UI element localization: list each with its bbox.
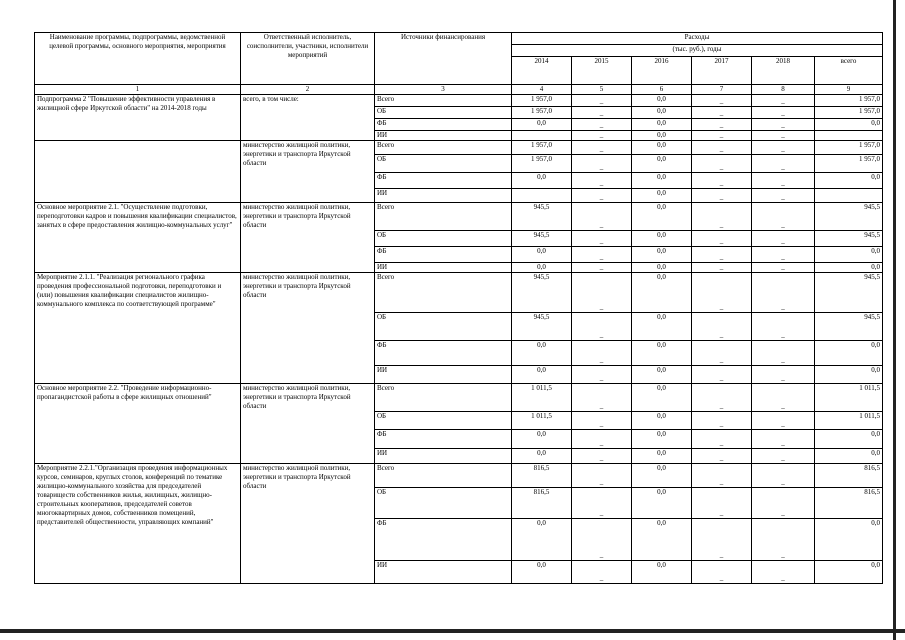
value-total-cell: 945,5 xyxy=(815,273,883,313)
header-year: 2015 xyxy=(572,57,632,85)
value-2016-cell: 0,0 xyxy=(632,263,692,273)
header-name: Наименование программы, подпрограммы, ведомственной целевой программы, основного мероприятия, мероприятия xyxy=(35,33,241,85)
value-2017-cell xyxy=(692,464,752,488)
dash-mark: _ xyxy=(781,509,785,517)
dash-mark: _ xyxy=(781,454,785,462)
value-2015-cell xyxy=(572,366,632,384)
value-total-cell: 816,5 xyxy=(815,488,883,519)
value-2015-cell xyxy=(572,119,632,131)
dash-mark: _ xyxy=(719,551,724,559)
source-cell: ИИ xyxy=(375,449,512,464)
dash-mark: _ xyxy=(719,131,724,139)
dash-mark: _ xyxy=(719,193,724,201)
value-2014-cell: 0,0 xyxy=(512,341,572,366)
dash-mark: _ xyxy=(599,109,604,117)
dash-mark: _ xyxy=(599,237,604,245)
header-executor: Ответственный исполнитель, соисполнители, участники, исполнители мероприятий xyxy=(241,33,375,85)
table-row xyxy=(35,95,883,107)
value-2015-cell xyxy=(572,173,632,189)
header-year: 2014 xyxy=(512,57,572,85)
value-2014-cell: 1 957,0 xyxy=(512,155,572,173)
value-2014-cell: 0,0 xyxy=(512,449,572,464)
header-year: 2017 xyxy=(692,57,752,85)
dash-mark: _ xyxy=(599,478,604,486)
source-cell: ОБ xyxy=(375,155,512,173)
value-2016-cell: 0,0 xyxy=(632,173,692,189)
dash-mark: _ xyxy=(719,374,724,382)
value-2018-cell xyxy=(752,107,815,119)
dash-mark: _ xyxy=(599,402,604,410)
value-2017-cell xyxy=(692,384,752,412)
value-2016-cell: 0,0 xyxy=(632,561,692,584)
value-2018-cell xyxy=(752,430,815,449)
value-2017-cell xyxy=(692,189,752,203)
value-2014-cell: 1 957,0 xyxy=(512,95,572,107)
value-total-cell: 1 957,0 xyxy=(815,155,883,173)
value-2015-cell xyxy=(572,464,632,488)
column-number: 3 xyxy=(375,85,512,95)
program-name-cell: Основное мероприятие 2.2. "Проведение информационно-пропагандистской работы в сфере жилищных отношений" xyxy=(35,384,241,464)
source-cell: ИИ xyxy=(375,131,512,141)
dash-mark: _ xyxy=(599,193,604,201)
dash-mark: _ xyxy=(781,303,785,311)
dash-mark: _ xyxy=(781,131,785,139)
value-2016-cell: 0,0 xyxy=(632,131,692,141)
value-2018-cell xyxy=(752,273,815,313)
dash-mark: _ xyxy=(719,145,724,153)
dash-mark: _ xyxy=(719,303,724,311)
value-2014-cell: 0,0 xyxy=(512,247,572,263)
dash-mark: _ xyxy=(719,253,724,261)
table-row xyxy=(35,464,883,488)
dash-mark: _ xyxy=(719,574,724,582)
table-body xyxy=(35,95,883,584)
source-cell: ОБ xyxy=(375,313,512,341)
source-cell: ФБ xyxy=(375,341,512,366)
value-2014-cell xyxy=(512,131,572,141)
value-2015-cell xyxy=(572,189,632,203)
value-2014-cell: 1 011,5 xyxy=(512,412,572,430)
value-2018-cell xyxy=(752,119,815,131)
value-2018-cell xyxy=(752,95,815,107)
header-year-total: всего xyxy=(815,57,883,85)
value-2016-cell: 0,0 xyxy=(632,155,692,173)
value-2015-cell xyxy=(572,203,632,231)
value-2016-cell: 0,0 xyxy=(632,203,692,231)
dash-mark: _ xyxy=(781,179,785,187)
dash-mark: _ xyxy=(599,163,604,171)
source-cell: Всего xyxy=(375,141,512,155)
header-year: 2016 xyxy=(632,57,692,85)
dash-mark: _ xyxy=(781,478,785,486)
table-row xyxy=(35,273,883,313)
dash-mark: _ xyxy=(599,356,604,364)
dash-mark: _ xyxy=(599,97,604,105)
dash-mark: _ xyxy=(599,439,604,447)
value-2014-cell: 0,0 xyxy=(512,119,572,131)
value-2014-cell: 1 957,0 xyxy=(512,107,572,119)
value-2017-cell xyxy=(692,412,752,430)
dash-mark: _ xyxy=(781,356,785,364)
value-2016-cell: 0,0 xyxy=(632,488,692,519)
value-2014-cell xyxy=(512,189,572,203)
value-2017-cell xyxy=(692,141,752,155)
dash-mark: _ xyxy=(781,551,785,559)
dash-mark: _ xyxy=(719,97,724,105)
value-2017-cell xyxy=(692,155,752,173)
executor-cell: министерство жилищной политики, энергетики и транспорта Иркутской области xyxy=(241,203,375,273)
value-total-cell: 0,0 xyxy=(815,449,883,464)
value-total-cell: 1 957,0 xyxy=(815,107,883,119)
source-cell: ОБ xyxy=(375,107,512,119)
dash-mark: _ xyxy=(781,439,785,447)
value-2018-cell xyxy=(752,203,815,231)
page-edge-right xyxy=(893,0,896,640)
dash-mark: _ xyxy=(719,179,724,187)
dash-mark: _ xyxy=(781,109,785,117)
value-total-cell: 945,5 xyxy=(815,313,883,341)
value-2015-cell xyxy=(572,141,632,155)
value-2017-cell xyxy=(692,173,752,189)
value-2015-cell xyxy=(572,561,632,584)
source-cell: Всего xyxy=(375,273,512,313)
value-2017-cell xyxy=(692,341,752,366)
executor-cell: министерство жилищной политики, энергетики и транспорта Иркутской области xyxy=(241,384,375,464)
value-2018-cell xyxy=(752,231,815,247)
dash-mark: _ xyxy=(599,121,604,129)
executor-cell: министерство жилищной политики, энергетики и транспорта Иркутской области xyxy=(241,464,375,584)
dash-mark: _ xyxy=(719,454,724,462)
value-2017-cell xyxy=(692,203,752,231)
source-cell: ИИ xyxy=(375,263,512,273)
value-total-cell: 0,0 xyxy=(815,430,883,449)
value-2014-cell: 1 957,0 xyxy=(512,141,572,155)
value-2015-cell xyxy=(572,341,632,366)
dash-mark: _ xyxy=(719,237,724,245)
dash-mark: _ xyxy=(781,163,785,171)
dash-mark: _ xyxy=(599,331,604,339)
value-2017-cell xyxy=(692,449,752,464)
dash-mark: _ xyxy=(781,253,785,261)
dash-mark: _ xyxy=(599,253,604,261)
value-total-cell xyxy=(815,189,883,203)
dash-mark: _ xyxy=(781,145,785,153)
header-units: (тыс. руб.), годы xyxy=(512,45,883,57)
source-cell: Всего xyxy=(375,464,512,488)
value-2015-cell xyxy=(572,107,632,119)
value-total-cell: 1 957,0 xyxy=(815,141,883,155)
value-total-cell: 945,5 xyxy=(815,231,883,247)
column-number: 2 xyxy=(241,85,375,95)
header-expenses: Расходы xyxy=(512,33,883,45)
table-row xyxy=(35,203,883,231)
dash-mark: _ xyxy=(599,179,604,187)
program-name-cell xyxy=(35,141,241,203)
dash-mark: _ xyxy=(781,97,785,105)
value-2016-cell: 0,0 xyxy=(632,313,692,341)
value-2015-cell xyxy=(572,247,632,263)
value-2016-cell: 0,0 xyxy=(632,366,692,384)
value-2018-cell xyxy=(752,189,815,203)
value-2017-cell xyxy=(692,519,752,561)
source-cell: Всего xyxy=(375,384,512,412)
program-name-cell: Основное мероприятие 2.1. "Осуществление подготовки, переподготовки кадров и повышения квалификации специалистов, занятых в сфере предоставления жилищно-коммунальных услуг" xyxy=(35,203,241,273)
value-2016-cell: 0,0 xyxy=(632,95,692,107)
value-2015-cell xyxy=(572,263,632,273)
dash-mark: _ xyxy=(781,331,785,339)
value-2018-cell xyxy=(752,366,815,384)
value-2015-cell xyxy=(572,488,632,519)
value-2014-cell: 945,5 xyxy=(512,231,572,247)
value-2017-cell xyxy=(692,366,752,384)
value-2015-cell xyxy=(572,313,632,341)
value-2018-cell xyxy=(752,173,815,189)
dash-mark: _ xyxy=(599,509,604,517)
value-total-cell: 0,0 xyxy=(815,173,883,189)
value-2016-cell: 0,0 xyxy=(632,412,692,430)
source-cell: ФБ xyxy=(375,119,512,131)
value-2017-cell xyxy=(692,231,752,247)
value-total-cell xyxy=(815,131,883,141)
source-cell: ФБ xyxy=(375,430,512,449)
value-2018-cell xyxy=(752,155,815,173)
header-year: 2018 xyxy=(752,57,815,85)
dash-mark: _ xyxy=(781,374,785,382)
table-row xyxy=(35,141,883,155)
value-2018-cell xyxy=(752,384,815,412)
dash-mark: _ xyxy=(781,237,785,245)
value-2014-cell: 0,0 xyxy=(512,561,572,584)
value-2014-cell: 945,5 xyxy=(512,273,572,313)
dash-mark: _ xyxy=(599,221,604,229)
dash-mark: _ xyxy=(599,145,604,153)
dash-mark: _ xyxy=(719,420,724,428)
source-cell: ИИ xyxy=(375,366,512,384)
value-2017-cell xyxy=(692,313,752,341)
dash-mark: _ xyxy=(719,121,724,129)
value-2014-cell: 945,5 xyxy=(512,313,572,341)
value-2015-cell xyxy=(572,519,632,561)
value-total-cell: 0,0 xyxy=(815,247,883,263)
dash-mark: _ xyxy=(719,356,724,364)
dash-mark: _ xyxy=(599,454,604,462)
dash-mark: _ xyxy=(599,263,604,271)
dash-mark: _ xyxy=(719,163,724,171)
value-2017-cell xyxy=(692,263,752,273)
value-2018-cell xyxy=(752,449,815,464)
value-2016-cell: 0,0 xyxy=(632,464,692,488)
value-2015-cell xyxy=(572,430,632,449)
source-cell: ИИ xyxy=(375,189,512,203)
value-2017-cell xyxy=(692,430,752,449)
value-2014-cell: 945,5 xyxy=(512,203,572,231)
dash-mark: _ xyxy=(781,121,785,129)
value-total-cell: 0,0 xyxy=(815,366,883,384)
column-number: 6 xyxy=(632,85,692,95)
value-total-cell: 0,0 xyxy=(815,263,883,273)
value-2017-cell xyxy=(692,119,752,131)
dash-mark: _ xyxy=(719,402,724,410)
page-edge-bottom xyxy=(0,629,905,633)
dash-mark: _ xyxy=(599,374,604,382)
dash-mark: _ xyxy=(781,193,785,201)
dash-mark: _ xyxy=(719,331,724,339)
value-2015-cell xyxy=(572,449,632,464)
value-2018-cell xyxy=(752,519,815,561)
dash-mark: _ xyxy=(781,221,785,229)
dash-mark: _ xyxy=(599,574,604,582)
header-source: Источники финансирования xyxy=(375,33,512,85)
value-total-cell: 1 957,0 xyxy=(815,95,883,107)
value-2017-cell xyxy=(692,561,752,584)
value-2015-cell xyxy=(572,384,632,412)
dash-mark: _ xyxy=(599,303,604,311)
value-2018-cell xyxy=(752,412,815,430)
value-2015-cell xyxy=(572,131,632,141)
column-number: 1 xyxy=(35,85,241,95)
value-2017-cell xyxy=(692,95,752,107)
source-cell: ФБ xyxy=(375,519,512,561)
value-2017-cell xyxy=(692,247,752,263)
value-2017-cell xyxy=(692,488,752,519)
source-cell: ОБ xyxy=(375,488,512,519)
dash-mark: _ xyxy=(719,439,724,447)
value-2018-cell xyxy=(752,341,815,366)
source-cell: ФБ xyxy=(375,173,512,189)
column-number: 7 xyxy=(692,85,752,95)
value-2017-cell xyxy=(692,107,752,119)
value-2016-cell: 0,0 xyxy=(632,119,692,131)
value-total-cell: 945,5 xyxy=(815,203,883,231)
value-2016-cell: 0,0 xyxy=(632,519,692,561)
value-2016-cell: 0,0 xyxy=(632,273,692,313)
value-2018-cell xyxy=(752,263,815,273)
value-2015-cell xyxy=(572,95,632,107)
value-2014-cell: 0,0 xyxy=(512,263,572,273)
value-2016-cell: 0,0 xyxy=(632,449,692,464)
source-cell: Всего xyxy=(375,95,512,107)
source-cell: ОБ xyxy=(375,412,512,430)
table-row xyxy=(35,384,883,412)
value-2018-cell xyxy=(752,247,815,263)
dash-mark: _ xyxy=(719,263,724,271)
value-2014-cell: 0,0 xyxy=(512,430,572,449)
dash-mark: _ xyxy=(719,109,724,117)
value-total-cell: 0,0 xyxy=(815,341,883,366)
value-2018-cell xyxy=(752,464,815,488)
value-total-cell: 0,0 xyxy=(815,119,883,131)
value-2017-cell xyxy=(692,273,752,313)
value-2016-cell: 0,0 xyxy=(632,141,692,155)
value-total-cell: 1 011,5 xyxy=(815,412,883,430)
column-number-row xyxy=(35,85,883,95)
value-2016-cell: 0,0 xyxy=(632,231,692,247)
table-header xyxy=(35,33,883,95)
column-number: 5 xyxy=(572,85,632,95)
value-2018-cell xyxy=(752,131,815,141)
value-2015-cell xyxy=(572,155,632,173)
budget-table xyxy=(34,32,883,584)
value-2016-cell: 0,0 xyxy=(632,107,692,119)
value-2018-cell xyxy=(752,561,815,584)
source-cell: ОБ xyxy=(375,231,512,247)
dash-mark: _ xyxy=(781,574,785,582)
dash-mark: _ xyxy=(599,551,604,559)
value-2014-cell: 0,0 xyxy=(512,173,572,189)
dash-mark: _ xyxy=(599,131,604,139)
value-2014-cell: 816,5 xyxy=(512,464,572,488)
value-2015-cell xyxy=(572,273,632,313)
value-2015-cell xyxy=(572,412,632,430)
executor-cell: министерство жилищной политики, энергетики и транспорта Иркутской области xyxy=(241,273,375,384)
source-cell: ИИ xyxy=(375,561,512,584)
value-total-cell: 0,0 xyxy=(815,561,883,584)
program-name-cell: Мероприятие 2.2.1."Организация проведения информационных курсов, семинаров, круглых столов, конференций по тематике жилищно-коммунального хозяйства для председателей товариществ собственников жилья, жилищных, жилищно-строительных кооперативов, председателей советов многоквартирных домов, собственников помещений, представителей общественности, управляющих компаний" xyxy=(35,464,241,584)
value-2016-cell: 0,0 xyxy=(632,430,692,449)
value-2018-cell xyxy=(752,488,815,519)
value-2016-cell: 0,0 xyxy=(632,189,692,203)
value-2016-cell: 0,0 xyxy=(632,384,692,412)
value-2014-cell: 0,0 xyxy=(512,519,572,561)
value-2016-cell: 0,0 xyxy=(632,341,692,366)
executor-cell: министерство жилищной политики, энергетики и транспорта Иркутской области xyxy=(241,141,375,203)
source-cell: Всего xyxy=(375,203,512,231)
source-cell: ФБ xyxy=(375,247,512,263)
dash-mark: _ xyxy=(719,221,724,229)
dash-mark: _ xyxy=(599,420,604,428)
value-2015-cell xyxy=(572,231,632,247)
value-2017-cell xyxy=(692,131,752,141)
value-total-cell: 1 011,5 xyxy=(815,384,883,412)
column-number: 8 xyxy=(752,85,815,95)
executor-cell: всего, в том числе: xyxy=(241,95,375,141)
value-2018-cell xyxy=(752,313,815,341)
dash-mark: _ xyxy=(781,263,785,271)
dash-mark: _ xyxy=(719,478,724,486)
value-total-cell: 0,0 xyxy=(815,519,883,561)
value-2018-cell xyxy=(752,141,815,155)
value-2016-cell: 0,0 xyxy=(632,247,692,263)
dash-mark: _ xyxy=(719,509,724,517)
value-2014-cell: 0,0 xyxy=(512,366,572,384)
value-2014-cell: 816,5 xyxy=(512,488,572,519)
program-name-cell: Подпрограмма 2 "Повышение эффективности управления в жилищной сфере Иркутской области" на 2014-2018 годы xyxy=(35,95,241,141)
program-name-cell: Мероприятие 2.1.1. "Реализация регионального графика проведения профессиональной подготовки, переподготовки и (или) повышения квалификации специалистов жилищно-коммунального комплекса по соответствующей программе" xyxy=(35,273,241,384)
column-number: 4 xyxy=(512,85,572,95)
column-number: 9 xyxy=(815,85,883,95)
value-2014-cell: 1 011,5 xyxy=(512,384,572,412)
value-total-cell: 816,5 xyxy=(815,464,883,488)
dash-mark: _ xyxy=(781,420,785,428)
dash-mark: _ xyxy=(781,402,785,410)
